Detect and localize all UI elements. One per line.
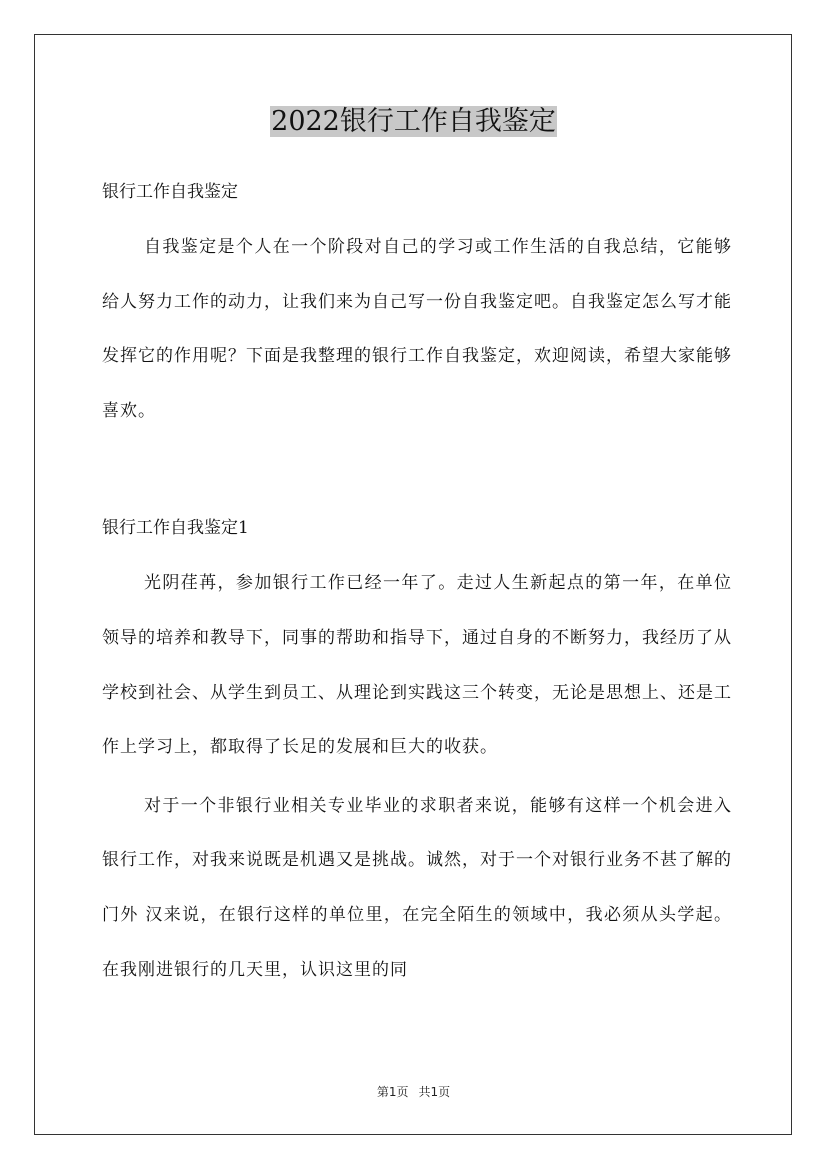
document-title-text: 2022银行工作自我鉴定	[271, 106, 556, 137]
page-footer	[0, 1082, 827, 1102]
paragraph-intro: 自我鉴定是个人在一个阶段对自己的学习或工作生活的自我总结，它能够给人努力工作的动力，让我们来为自己写一份自我鉴定吧。自我鉴定怎么写才能发挥它的作用呢？下面是我整理的银行工作自我鉴定，欢迎阅读，希望大家能够喜欢。	[102, 237, 732, 421]
paragraph-1: 光阴荏苒，参加银行工作已经一年了。走过人生新起点的第一年，在单位领导的培养和教导下，同事的帮助和指导下，通过自身的不断努力，我经历了从学校到社会、从学生到员工、从理论到实践这三个转变，无论是思想上、还是工作上学习上，都取得了长足的发展和巨大的收获。	[102, 573, 732, 758]
document-body	[102, 164, 732, 997]
section-heading-intro: 银行工作自我鉴定	[102, 182, 238, 202]
section-spacer	[102, 438, 732, 500]
document-title	[0, 102, 827, 142]
page-number-current: 第1页	[376, 1085, 409, 1099]
paragraph-2: 对于一个非银行业相关专业毕业的求职者来说，能够有这样一个机会进入银行工作，对我来说既是机遇又是挑战。诚然，对于一个对银行业务不甚了解的门外 汉来说，在银行这样的单位里，在完全陌生的领域中，我必须从头学起。在我刚进银行的几天里，认识这里的同	[102, 795, 732, 980]
page-number-total: 共1页	[418, 1085, 451, 1099]
section-heading-1: 银行工作自我鉴定1	[102, 518, 249, 539]
